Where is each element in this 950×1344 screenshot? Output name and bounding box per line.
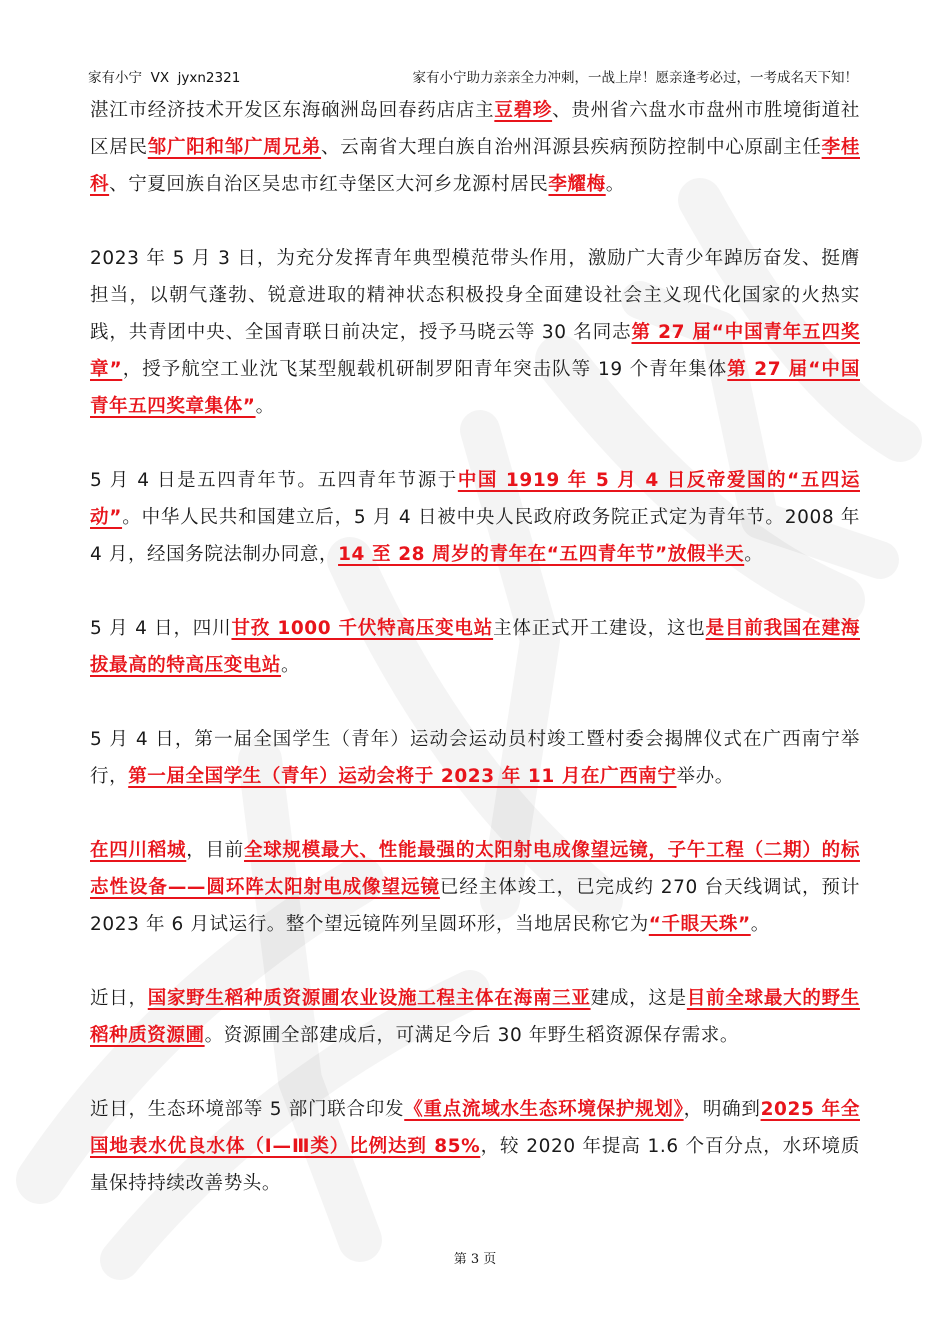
paragraph-text: 。 <box>744 544 764 565</box>
paragraph-text: 近日，生态环境部等 5 部门联合印发 <box>90 1099 405 1120</box>
paragraph-text: 。 <box>750 914 770 935</box>
paragraph-text: 主体正式开工建设，这也 <box>493 618 706 639</box>
paragraph-text: ，较 2020 年提高 1.6 个百分点，水环境质量保持持续改善势头。 <box>90 1136 861 1194</box>
paragraph-text: 。中华人民共和国建立后，5 月 4 日被中央人民政府政务院正式定为青年节。2008 年 4 月，经国务院法制办同意， <box>90 507 860 565</box>
highlighted-keyphrase: 第一届全国学生（青年）运动会将于 2023 年 11 月在广西南宁 <box>128 766 677 787</box>
highlighted-keyphrase: 《重点流域水生态环境保护规划》 <box>404 1099 684 1120</box>
header-slogan: 家有小宁助力亲亲全力冲刺，一战上岸！愿亲逢考必过，一考成名天下知！ <box>412 70 858 86</box>
paragraph-text: 举办。 <box>676 766 734 787</box>
highlighted-keyphrase: 李耀梅 <box>548 174 606 195</box>
paragraph-text: 湛江市经济技术开发区东海硇洲岛回春药店店主 <box>90 100 495 121</box>
paragraph-text: 建成，这是 <box>590 988 687 1009</box>
paragraph-text: 、宁夏回族自治区吴忠市红寺堡区大河乡龙源村居民 <box>109 174 549 195</box>
highlighted-keyphrase: 中国 1919 年 5 月 4 日反帝爱国的“五四运动” <box>90 470 860 528</box>
news-paragraph <box>90 980 860 1054</box>
paragraph-text: 5 月 4 日，第一届全国学生（青年）运动会运动员村竣工暨村委会揭牌仪式在广西南宁举行， <box>90 729 860 787</box>
highlighted-keyphrase: 第 27 届“中国青年五四奖章” <box>90 322 860 380</box>
paragraph-text: ，授予航空工业沈飞某型舰载机研制罗阳青年突击队等 19 个青年集体 <box>122 359 728 380</box>
news-paragraph <box>90 92 860 203</box>
highlighted-keyphrase: “千眼天珠” <box>648 914 751 935</box>
paragraph-text: 。 <box>605 174 625 195</box>
highlighted-keyphrase: 是目前我国在建海拔最高的特高压变电站 <box>90 618 860 676</box>
paragraph-text: 2023 年 5 月 3 日，为充分发挥青年典型模范带头作用，激励广大青少年踔厉奋发、挺膺担当，以朝气蓬勃、锐意进取的精神状态积极投身全面建设社会主义现代化国家的火热实践，共青团中央、全国青联日前决定，授予马晓云等 30 名同志 <box>90 248 860 343</box>
paragraph-text: 。 <box>255 396 275 417</box>
paragraph-text: 近日， <box>90 988 148 1009</box>
highlighted-keyphrase: 第 27 届“中国青年五四奖章集体” <box>90 359 860 417</box>
highlighted-keyphrase: 李桂科 <box>90 137 860 195</box>
paragraph-text: 。 <box>281 655 301 676</box>
paragraph-text: ，明确到 <box>683 1099 761 1120</box>
paragraph-text: 5 月 4 日是五四青年节。五四青年节源于 <box>90 470 458 491</box>
highlighted-keyphrase: 豆碧珍 <box>494 100 553 121</box>
highlighted-keyphrase: 邹广阳和邹广周兄弟 <box>147 137 322 158</box>
header-contact: 家有小宁 VX jyxn2321 <box>88 70 241 86</box>
paragraph-text: 。资源圃全部建成后，可满足今后 30 年野生稻资源保存需求。 <box>204 1025 739 1046</box>
news-paragraph <box>90 1091 860 1202</box>
paragraph-text: 已经主体竣工，已完成约 270 台天线调试，预计 2023 年 6 月试运行。整个望远镜阵列呈圆环形，当地居民称它为 <box>90 877 860 935</box>
highlighted-keyphrase: 2025 年全国地表水优良水体（Ⅰ—Ⅲ类）比例达到 85% <box>90 1099 860 1157</box>
paragraph-text: 、云南省大理白族自治州洱源县疾病预防控制中心原副主任 <box>321 137 822 158</box>
highlighted-keyphrase: 14 至 28 周岁的青年在“五四青年节”放假半天 <box>338 544 745 565</box>
highlighted-keyphrase: 全球规模最大、性能最强的太阳射电成像望远镜，子午工程（二期）的标志性设备——圆环阵太阳射电成像望远镜 <box>90 840 860 898</box>
news-paragraph <box>90 721 860 795</box>
news-paragraph <box>90 462 860 573</box>
page-number: 第 3 页 <box>453 1252 497 1267</box>
highlighted-keyphrase: 在四川稻城 <box>90 840 187 861</box>
page-header <box>88 66 858 88</box>
news-paragraph <box>90 610 860 684</box>
paragraph-text: ，目前 <box>186 840 245 861</box>
paragraph-text: 5 月 4 日，四川 <box>90 618 232 639</box>
highlighted-keyphrase: 目前全球最大的野生稻种质资源圃 <box>90 988 860 1046</box>
highlighted-keyphrase: 甘孜 1000 千伏特高压变电站 <box>231 618 494 639</box>
news-paragraph <box>90 240 860 425</box>
highlighted-keyphrase: 国家野生稻种质资源圃农业设施工程主体在海南三亚 <box>147 988 591 1009</box>
document-body <box>90 92 860 1239</box>
paragraph-text: 、贵州省六盘水市盘州市胜境街道社区居民 <box>90 100 860 158</box>
news-paragraph <box>90 832 860 943</box>
